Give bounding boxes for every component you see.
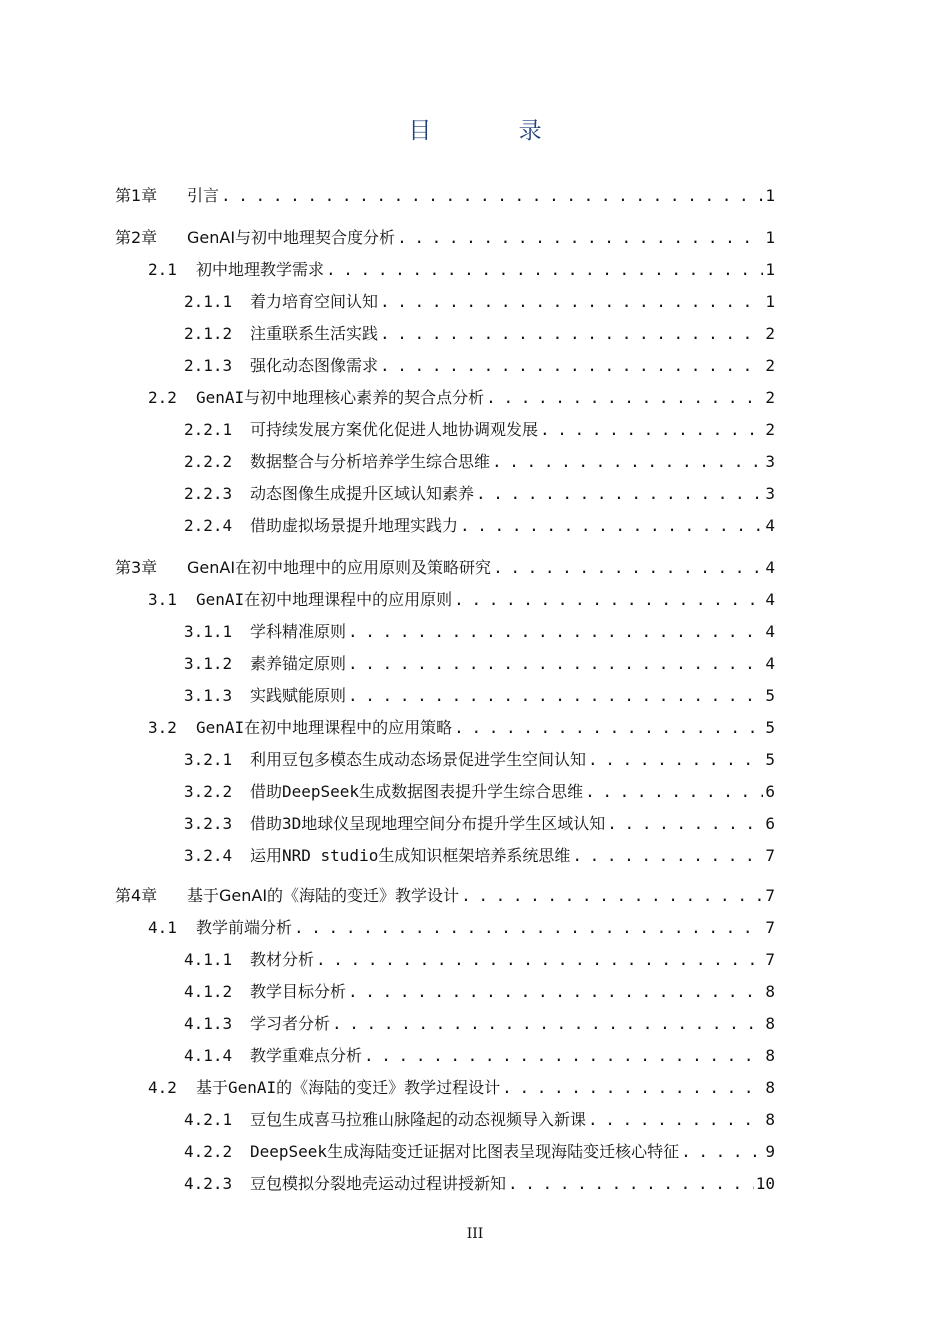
toc-entry-number: 2.2.4 <box>184 516 233 535</box>
toc-entry-number: 4.1.4 <box>184 1046 233 1065</box>
toc-entry[interactable] <box>184 322 775 346</box>
toc-entry[interactable] <box>148 716 775 740</box>
toc-entry[interactable] <box>184 1140 775 1164</box>
toc-entry-number: 2.1.1 <box>184 292 233 311</box>
toc-entry-number: 2.1 <box>148 260 177 279</box>
toc-entry[interactable] <box>184 812 775 836</box>
toc-entry[interactable] <box>148 386 775 410</box>
toc-leader-dots <box>492 450 763 474</box>
toc-entry-number: 4.1.1 <box>184 950 233 969</box>
toc-entry-page: 3 <box>765 484 775 503</box>
toc-leader-dots <box>486 386 763 410</box>
toc-entry-page: 2 <box>765 356 775 375</box>
toc-entry-page: 4 <box>765 558 775 577</box>
toc-entry[interactable] <box>184 1172 775 1196</box>
toc-entry-number: 4.1 <box>148 918 177 937</box>
toc-entry-page: 6 <box>765 814 775 833</box>
toc-entry-number: 4.2 <box>148 1078 177 1097</box>
toc-entry[interactable] <box>115 226 775 250</box>
toc-entry-number: 2.1.2 <box>184 324 233 343</box>
toc-entry-title: 可持续发展方案优化促进人地协调观发展 <box>250 420 539 439</box>
toc-leader-dots <box>588 1108 763 1132</box>
toc-entry-number: 第2章 <box>115 228 158 247</box>
toc-leader-dots <box>326 258 763 282</box>
toc-leader-dots <box>508 1172 754 1196</box>
toc-entry-number: 2.2.2 <box>184 452 233 471</box>
toc-leader-dots <box>588 748 763 772</box>
toc-entry[interactable] <box>184 780 775 804</box>
toc-entry-page: 7 <box>765 918 775 937</box>
toc-entry-title: 学科精准原则 <box>250 622 347 641</box>
toc-entry-page: 8 <box>765 982 775 1001</box>
toc-entry-page: 9 <box>765 1142 775 1161</box>
toc-entry-title: 借助DeepSeek生成数据图表提升学生综合思维 <box>250 782 584 801</box>
toc-entry-title: 教学重难点分析 <box>250 1046 363 1065</box>
toc-leader-dots <box>397 226 763 250</box>
toc-leader-dots <box>681 1140 763 1164</box>
toc-entry-number: 4.2.2 <box>184 1142 233 1161</box>
toc-entry-title: 基于GenAI的《海陆的变迁》教学设计 <box>187 886 460 905</box>
toc-entry-number: 2.2.3 <box>184 484 233 503</box>
toc-entry-page: 1 <box>765 186 775 205</box>
toc-entry-number: 3.1.2 <box>184 654 233 673</box>
toc-leader-dots <box>585 780 763 804</box>
toc-entry-title: 初中地理教学需求 <box>196 260 325 279</box>
toc-entry-page: 8 <box>765 1078 775 1097</box>
toc-entry-title: 基于GenAI的《海陆的变迁》教学过程设计 <box>196 1078 501 1097</box>
toc-entry[interactable] <box>184 980 775 1004</box>
toc-entry[interactable] <box>184 450 775 474</box>
toc-entry-page: 4 <box>765 590 775 609</box>
toc-leader-dots <box>348 652 763 676</box>
toc-leader-dots <box>476 482 763 506</box>
toc-entry-number: 4.2.3 <box>184 1174 233 1193</box>
toc-entry-title: 实践赋能原则 <box>250 686 347 705</box>
toc-entry-title: 教材分析 <box>250 950 315 969</box>
toc-entry[interactable] <box>184 418 775 442</box>
toc-entry-title: 数据整合与分析培养学生综合思维 <box>250 452 491 471</box>
toc-leader-dots <box>294 916 763 940</box>
toc-leader-dots <box>380 354 763 378</box>
toc-entry[interactable] <box>115 184 775 208</box>
toc-leader-dots <box>572 844 763 868</box>
toc-entry-page: 4 <box>765 516 775 535</box>
toc-entry-page: 2 <box>765 388 775 407</box>
toc-entry-title: 教学前端分析 <box>196 918 293 937</box>
toc-entry-title: 借助虚拟场景提升地理实践力 <box>250 516 459 535</box>
toc-entry-number: 4.1.2 <box>184 982 233 1001</box>
toc-leader-dots <box>364 1044 763 1068</box>
toc-leader-dots <box>540 418 763 442</box>
toc-entry-page: 2 <box>765 324 775 343</box>
toc-entry-title: 豆包模拟分裂地壳运动过程讲授新知 <box>250 1174 507 1193</box>
toc-entry[interactable] <box>184 514 775 538</box>
toc-entry-title: GenAI与初中地理契合度分析 <box>187 228 396 247</box>
toc-entry[interactable] <box>184 482 775 506</box>
toc-entry[interactable] <box>115 884 775 908</box>
toc-entry-number: 3.2.1 <box>184 750 233 769</box>
toc-leader-dots <box>461 884 763 908</box>
toc-entry-page: 5 <box>765 750 775 769</box>
toc-entry-title: 教学目标分析 <box>250 982 347 1001</box>
toc-entry[interactable] <box>148 916 775 940</box>
toc-leader-dots <box>332 1012 763 1036</box>
toc-entry-page: 8 <box>765 1046 775 1065</box>
toc-entry-number: 第3章 <box>115 558 158 577</box>
toc-entry-page: 10 <box>755 1174 775 1193</box>
toc-entry-number: 4.2.1 <box>184 1110 233 1129</box>
toc-leader-dots <box>493 556 763 580</box>
toc-entry-number: 3.2.2 <box>184 782 233 801</box>
toc-entry[interactable] <box>115 556 775 580</box>
toc-leader-dots <box>460 514 763 538</box>
toc-entry[interactable] <box>184 1108 775 1132</box>
toc-entry-page: 8 <box>765 1014 775 1033</box>
toc-entry-page: 1 <box>765 292 775 311</box>
toc-entry-number: 2.2 <box>148 388 177 407</box>
toc-entry[interactable] <box>148 588 775 612</box>
toc-entry-title: 豆包生成喜马拉雅山脉隆起的动态视频导入新课 <box>250 1110 587 1129</box>
toc-entry-number: 2.2.1 <box>184 420 233 439</box>
toc-entry[interactable] <box>184 1012 775 1036</box>
toc-entry-number: 3.1.1 <box>184 622 233 641</box>
toc-entry[interactable] <box>184 652 775 676</box>
toc-entry-page: 7 <box>765 886 775 905</box>
footer-page-number: III <box>466 1226 484 1242</box>
toc-entry-number: 第1章 <box>115 186 158 205</box>
toc-entry-number: 4.1.3 <box>184 1014 233 1033</box>
toc-leader-dots <box>454 588 763 612</box>
toc-leader-dots <box>348 684 763 708</box>
toc-entry-title: 引言 <box>187 186 220 205</box>
toc-entry-page: 3 <box>765 452 775 471</box>
toc-entry[interactable] <box>184 948 775 972</box>
toc-leader-dots <box>221 184 763 208</box>
toc-leader-dots <box>502 1076 763 1100</box>
toc-entry[interactable] <box>148 258 775 282</box>
toc-entry-page: 4 <box>765 622 775 641</box>
toc-entry[interactable] <box>184 748 775 772</box>
toc-entry-title: 着力培育空间认知 <box>250 292 379 311</box>
toc-entry-title: GenAI在初中地理课程中的应用策略 <box>196 718 453 737</box>
toc-entry-title: 运用NRD studio生成知识框架培养系统思维 <box>250 846 571 865</box>
toc-leader-dots <box>348 620 763 644</box>
toc-entry-title: 强化动态图像需求 <box>250 356 379 375</box>
toc-entry-page: 1 <box>765 260 775 279</box>
toc-entry-number: 3.2.4 <box>184 846 233 865</box>
toc-entry-number: 3.1.3 <box>184 686 233 705</box>
toc-entry-number: 3.2 <box>148 718 177 737</box>
toc-entry[interactable] <box>184 290 775 314</box>
toc-entry[interactable] <box>184 620 775 644</box>
toc-leader-dots <box>348 980 763 1004</box>
toc-entry-page: 7 <box>765 846 775 865</box>
toc-entry-page: 2 <box>765 420 775 439</box>
toc-entry-title: 注重联系生活实践 <box>250 324 379 343</box>
toc-leader-dots <box>380 322 763 346</box>
toc-entry-page: 6 <box>765 782 775 801</box>
toc-leader-dots <box>454 716 763 740</box>
toc-entry-title: 素养锚定原则 <box>250 654 347 673</box>
toc-entry-title: 借助3D地球仪呈现地理空间分布提升学生区域认知 <box>250 814 606 833</box>
toc-entry-page: 5 <box>765 686 775 705</box>
toc-entry-page: 8 <box>765 1110 775 1129</box>
toc-entry[interactable] <box>184 844 775 868</box>
toc-entry[interactable] <box>184 684 775 708</box>
toc-entry-number: 3.2.3 <box>184 814 233 833</box>
toc-entry-title: GenAI在初中地理中的应用原则及策略研究 <box>187 558 492 577</box>
page-title: 目 录 <box>408 118 582 144</box>
toc-entry-title: 利用豆包多模态生成动态场景促进学生空间认知 <box>250 750 587 769</box>
toc-entry[interactable] <box>184 354 775 378</box>
toc-leader-dots <box>380 290 763 314</box>
toc-entry-title: 动态图像生成提升区域认知素养 <box>250 484 475 503</box>
toc-entry-title: DeepSeek生成海陆变迁证据对比图表呈现海陆变迁核心特征 <box>250 1142 680 1161</box>
toc-entry-title: GenAI在初中地理课程中的应用原则 <box>196 590 453 609</box>
toc-entry[interactable] <box>148 1076 775 1100</box>
toc-entry-page: 5 <box>765 718 775 737</box>
toc-entry-title: GenAI与初中地理核心素养的契合点分析 <box>196 388 485 407</box>
toc-entry[interactable] <box>184 1044 775 1068</box>
toc-entry-number: 第4章 <box>115 886 158 905</box>
toc-entry-page: 1 <box>765 228 775 247</box>
toc-entry-title: 学习者分析 <box>250 1014 331 1033</box>
toc-entry-number: 2.1.3 <box>184 356 233 375</box>
toc-entry-number: 3.1 <box>148 590 177 609</box>
toc-entry-page: 4 <box>765 654 775 673</box>
toc-entry-page: 7 <box>765 950 775 969</box>
toc-leader-dots <box>607 812 763 836</box>
toc-leader-dots <box>316 948 763 972</box>
